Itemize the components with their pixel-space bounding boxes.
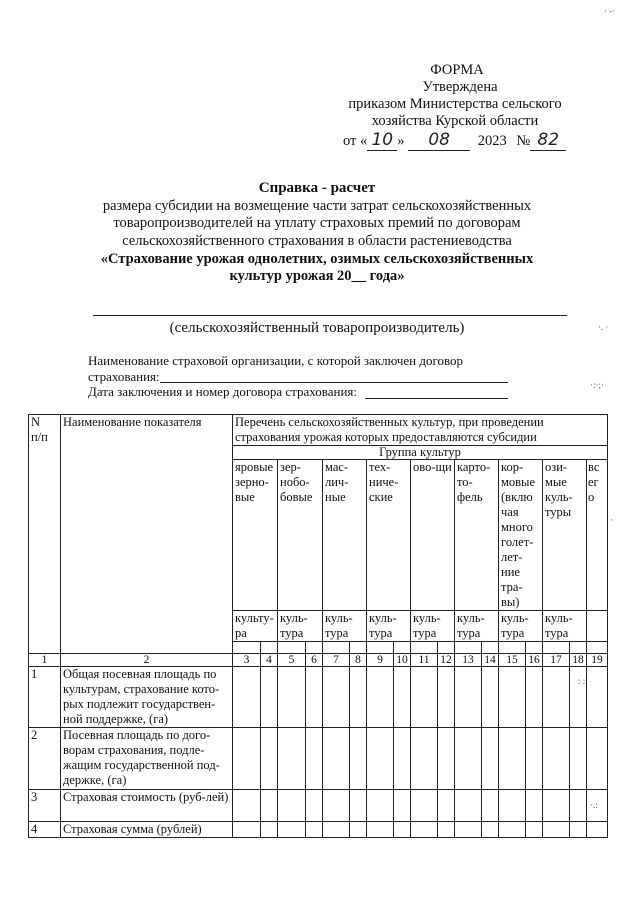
col-header-n: N п/п [29, 415, 61, 654]
scan-speck: ·:·;· [590, 380, 604, 390]
group-header: Группа культур [233, 446, 608, 460]
culture-label: куль-тура [455, 611, 499, 642]
row-name: Посевная площадь по дого-ворам страхования, подле-жащим государственной под-держке, (га) [61, 728, 233, 790]
value-cell [350, 728, 367, 790]
date-month: 08 [408, 130, 470, 151]
value-cell [323, 790, 350, 822]
value-cell [411, 790, 438, 822]
value-cell [306, 728, 323, 790]
culture-label: куль-тура [543, 611, 587, 642]
value-cell [482, 790, 499, 822]
date-year: 2023 [477, 133, 507, 149]
group-potato: карто-то-фель [455, 460, 499, 611]
order-number: 82 [530, 130, 566, 151]
value-cell [233, 822, 261, 838]
col-number: 9 [367, 654, 394, 667]
value-cell [543, 790, 570, 822]
value-cell [570, 790, 587, 822]
value-cell [543, 667, 570, 728]
document-title: Справка - расчет [258, 180, 376, 196]
value-cell [394, 728, 411, 790]
row-name: Общая посевная площадь по культурам, страхование кото-рых подлежит государствен-ной поддержке, (га) [61, 667, 233, 728]
value-cell [261, 667, 278, 728]
value-cell [482, 822, 499, 838]
scan-speck: ·.: [590, 800, 598, 810]
contract-underline [365, 398, 508, 399]
order-date-line [343, 130, 583, 150]
value-cell [233, 728, 261, 790]
value-cell [438, 790, 455, 822]
culture-label: куль-тура [411, 611, 455, 642]
value-cell [367, 790, 394, 822]
group-total: вс ег о [587, 460, 608, 611]
culture-label: куль-тура [367, 611, 411, 642]
value-cell [455, 728, 482, 790]
col-number: 12 [438, 654, 455, 667]
table-row [29, 790, 608, 822]
form-label: ФОРМА [430, 62, 484, 78]
value-cell [394, 667, 411, 728]
value-cell [306, 822, 323, 838]
value-cell [455, 667, 482, 728]
producer-underline [93, 315, 567, 316]
insurer-underline [160, 382, 508, 383]
value-cell [411, 728, 438, 790]
value-cell [411, 667, 438, 728]
row-name: Страховая стоимость (руб-лей) [61, 790, 233, 822]
group-legumes: зер-нобо-бовые [278, 460, 323, 611]
group-spring-grain: яровые зерно-вые [233, 460, 278, 611]
col-number: 10 [394, 654, 411, 667]
row-number: 1 [29, 667, 61, 728]
title-line-2: товаропроизводителей на уплату страховых премий по договорам [113, 215, 521, 231]
group-oilseeds: мас-лич-ные [323, 460, 367, 611]
col-number: 8 [350, 654, 367, 667]
value-cell [570, 822, 587, 838]
title-line-4: «Страхование урожая однолетних, озимых сельскохозяйственных [100, 251, 534, 267]
date-mid: » [397, 133, 405, 149]
scan-speck: : : [578, 676, 586, 686]
group-winter: ози-мые куль-туры [543, 460, 587, 611]
culture-label-total [587, 611, 608, 642]
number-prefix: № [516, 133, 531, 149]
col-number: 6 [306, 654, 323, 667]
value-cell [587, 822, 608, 838]
col-number: 2 [61, 654, 233, 667]
table-row [29, 667, 608, 728]
value-cell [543, 822, 570, 838]
col-number: 4 [261, 654, 278, 667]
col-number: 11 [411, 654, 438, 667]
value-cell [350, 667, 367, 728]
culture-label: культу-ра [233, 611, 278, 642]
scan-speck: · [610, 515, 613, 525]
col-number: 15 [499, 654, 526, 667]
col-header-name: Наименование показателя [61, 415, 233, 654]
value-cell [323, 728, 350, 790]
value-cell [587, 667, 608, 728]
culture-label: куль-тура [278, 611, 323, 642]
contract-date-label: Дата заключения и номер договора страхования: [88, 384, 358, 399]
crops-header: Перечень сельскохозяйственных культур, при проведении страхования урожая которых предоставляются субсидии [233, 415, 608, 446]
value-cell [367, 728, 394, 790]
value-cell [455, 790, 482, 822]
title-line-3: сельскохозяйственного страхования в области растениеводства [122, 233, 512, 249]
order-line-1: приказом Министерства сельского [348, 96, 562, 112]
title-line-1: размера субсидии на возмещение части затрат сельскохозяйственных [102, 198, 532, 214]
col-number: 3 [233, 654, 261, 667]
value-cell [261, 822, 278, 838]
col-number: 16 [526, 654, 543, 667]
row-name: Страховая сумма (рублей) [61, 822, 233, 838]
value-cell [233, 667, 261, 728]
value-cell [233, 790, 261, 822]
value-cell [323, 667, 350, 728]
value-cell [455, 822, 482, 838]
value-cell [543, 728, 570, 790]
value-cell [438, 822, 455, 838]
table-row [29, 728, 608, 790]
group-vegetables: ово-щи [411, 460, 455, 611]
value-cell [499, 790, 526, 822]
col-number: 14 [482, 654, 499, 667]
value-cell [261, 790, 278, 822]
value-cell [350, 822, 367, 838]
value-cell [526, 667, 543, 728]
column-number-row [29, 654, 608, 667]
row-number: 4 [29, 822, 61, 838]
date-day: 10 [367, 130, 397, 151]
value-cell [278, 667, 306, 728]
title-line-5: культур урожая 20__ года» [229, 268, 405, 284]
approved-label: Утверждена [422, 79, 498, 95]
value-cell [278, 822, 306, 838]
value-cell [306, 667, 323, 728]
value-cell [394, 790, 411, 822]
culture-label: куль-тура [323, 611, 367, 642]
value-cell [438, 728, 455, 790]
value-cell [587, 728, 608, 790]
row-number: 2 [29, 728, 61, 790]
value-cell [278, 790, 306, 822]
insurer-label-1: Наименование страховой организации, с которой заключен договор [88, 353, 464, 368]
group-technical: тех-ниче-ские [367, 460, 411, 611]
row-number: 3 [29, 790, 61, 822]
col-number: 18 [570, 654, 587, 667]
value-cell [482, 667, 499, 728]
value-cell [306, 790, 323, 822]
value-cell [323, 822, 350, 838]
table-row [29, 822, 608, 838]
order-line-2: хозяйства Курской области [371, 113, 539, 129]
value-cell [367, 667, 394, 728]
date-prefix: от « [343, 133, 368, 149]
value-cell [367, 822, 394, 838]
subsidy-table [28, 414, 608, 838]
producer-caption: (сельскохозяйственный товаропроизводитель) [169, 320, 465, 336]
col-number: 5 [278, 654, 306, 667]
value-cell [570, 728, 587, 790]
value-cell [438, 667, 455, 728]
insurer-label-2: страхования: [88, 369, 160, 384]
value-cell [526, 790, 543, 822]
value-cell [394, 822, 411, 838]
value-cell [350, 790, 367, 822]
value-cell [411, 822, 438, 838]
col-number: 13 [455, 654, 482, 667]
value-cell [526, 728, 543, 790]
value-cell [499, 667, 526, 728]
col-number: 19 [587, 654, 608, 667]
value-cell [499, 728, 526, 790]
value-cell [261, 728, 278, 790]
value-cell [499, 822, 526, 838]
col-number: 1 [29, 654, 61, 667]
scan-speck: · -· [604, 6, 616, 16]
value-cell [482, 728, 499, 790]
col-number: 17 [543, 654, 570, 667]
value-cell [278, 728, 306, 790]
group-fodder: кор-мовые (вклю чая много голет-лет-ние тра-вы) [499, 460, 543, 611]
scan-speck: ·. · [598, 322, 609, 332]
value-cell [526, 822, 543, 838]
culture-label: куль-тура [499, 611, 543, 642]
col-number: 7 [323, 654, 350, 667]
